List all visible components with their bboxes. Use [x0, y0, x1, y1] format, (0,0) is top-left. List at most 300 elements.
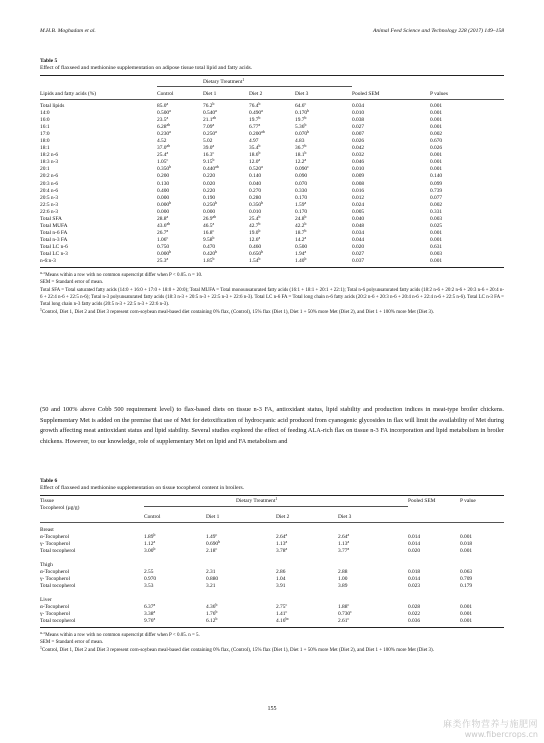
cell-pooled-sem: 0.028 — [408, 604, 421, 610]
cell-diet-2: 2.64$^a$ — [276, 533, 288, 540]
row-label: 20:5 n-3 — [40, 194, 59, 201]
cell-pooled-sem: 0.032 — [352, 152, 365, 159]
cell-pooled-sem: 0.023 — [408, 583, 421, 589]
row-label: Total tocopherol — [40, 618, 76, 624]
row-label: γ- Tocopherol — [40, 541, 70, 547]
table-row — [40, 209, 504, 216]
cell-diet-1: 6.12$^b$ — [206, 617, 218, 624]
table-6-caption: Effect of flaxseed and methionine supplementation on tissue tocopherol content in broilers. — [40, 485, 245, 491]
cell-pooled-sem: 0.016 — [352, 187, 365, 194]
cell-diet-3: 14.2$^a$ — [295, 235, 307, 243]
cell-diet-3: 0.330 — [295, 187, 308, 194]
cell-diet-2: 25.4$^b$ — [249, 214, 261, 222]
table-5-footnote: SEM = Standard error of mean. — [40, 280, 104, 286]
row-label: γ- Tocopherol — [40, 576, 70, 582]
cell-control: 0.000 — [157, 194, 170, 201]
row-label: 16:0 — [40, 117, 50, 124]
cell-diet-1: 0.220 — [203, 187, 216, 194]
cell-diet-1: 1.76$^b$ — [206, 610, 218, 617]
cell-control: 4.52 — [157, 138, 167, 145]
table-row — [40, 244, 504, 251]
cell-diet-2: 3.91 — [276, 583, 286, 589]
cell-control: 37.0$^{ab}$ — [157, 144, 171, 152]
cell-p-value: 0.003 — [430, 250, 443, 257]
table-6-footnote: $^{a-c}$Means within a row with no common superscript differ when P < 0.05. n = 5. — [40, 631, 200, 638]
cell-pooled-sem: 0.014 — [408, 541, 421, 547]
cell-pooled-sem: 0.007 — [352, 131, 365, 138]
row-label: Total MUFA — [40, 222, 68, 229]
col-header-p-values: P values — [430, 91, 448, 97]
cell-p-value: 0.001 — [460, 611, 473, 617]
cell-control: 3.38$^a$ — [144, 610, 156, 617]
cell-p-value: 0.670 — [430, 138, 443, 145]
cell-diet-3: 42.2$^b$ — [295, 221, 307, 229]
table-5-body — [40, 103, 504, 265]
cell-p-value: 0.001 — [430, 117, 443, 124]
cell-control: 9.76$^a$ — [144, 617, 156, 624]
cell-diet-3: 18.7$^b$ — [295, 228, 307, 236]
cell-pooled-sem: 0.014 — [408, 576, 421, 582]
cell-control: 0.500$^a$ — [157, 109, 171, 117]
cell-control: 43.6$^{ab}$ — [157, 221, 171, 229]
row-label: Total tocopherol — [40, 583, 76, 589]
row-label: 20:3 n-6 — [40, 180, 59, 187]
cell-diet-3: 1.59$^a$ — [295, 200, 307, 208]
table-row — [40, 569, 504, 576]
table-6-label: Table 6 — [40, 478, 58, 484]
cell-diet-3: 64.6$^c$ — [295, 102, 307, 109]
section-title: Breast — [40, 527, 54, 533]
cell-diet-1: 0.250$^b$ — [203, 200, 218, 208]
cell-control: 26.7$^a$ — [157, 228, 169, 236]
cell-diet-1: 16.3$^c$ — [203, 151, 215, 159]
cell-diet-2: 0.140 — [249, 173, 262, 180]
running-head-journal: Animal Feed Science and Technology 228 (2017) 149–158 — [372, 28, 504, 34]
table-row — [40, 611, 504, 618]
cell-diet-3: 2.61$^c$ — [338, 617, 350, 624]
cell-diet-1: 46.5$^a$ — [203, 221, 215, 229]
section-header-row — [40, 590, 504, 604]
row-label: α-Tocopherol — [40, 569, 70, 575]
cell-diet-2: 42.7$^b$ — [249, 221, 261, 229]
cell-diet-3: 4.83 — [295, 138, 305, 145]
cell-diet-1: 4.36$^b$ — [206, 603, 218, 610]
table-6-tocopherol-header: Tocopherol (µg/g) — [40, 505, 80, 511]
cell-pooled-sem: 0.014 — [408, 534, 421, 540]
table-6-group-rule — [144, 506, 408, 507]
cell-p-value: 0.631 — [430, 243, 443, 250]
col-header-diet-1: Diet 1 — [203, 91, 217, 97]
cell-diet-2: 76.4$^b$ — [249, 102, 261, 109]
cell-diet-3: 0.170 — [295, 208, 308, 215]
row-label: α-Tocopherol — [40, 604, 70, 610]
cell-diet-3: 0.070$^b$ — [295, 130, 310, 138]
cell-diet-1: 16.8$^c$ — [203, 228, 215, 236]
cell-p-value: 0.739 — [430, 187, 443, 194]
watermark-site-name: 麻类作物营养与施肥网 — [442, 720, 538, 730]
table-row — [40, 534, 504, 541]
cell-diet-2: 19.7$^b$ — [249, 116, 261, 124]
cell-diet-3: 1.13$^a$ — [338, 540, 350, 547]
cell-control: 0.130 — [157, 180, 170, 187]
cell-diet-2: 4.16$^{bc}$ — [276, 617, 290, 624]
cell-p-value: 0.140 — [430, 173, 443, 180]
table-row — [40, 124, 504, 131]
cell-pooled-sem: 0.046 — [352, 159, 365, 166]
cell-diet-3: 0.170$^b$ — [295, 109, 310, 117]
table-6-header-row — [40, 512, 504, 522]
table-6-header-rule — [40, 522, 504, 523]
cell-p-value: 0.063 — [460, 569, 473, 575]
cell-diet-1: 0.000 — [203, 208, 216, 215]
cell-p-value: 0.002 — [430, 131, 443, 138]
row-label: Total n-3 FA — [40, 236, 68, 243]
row-label: γ- Tocopherol — [40, 611, 70, 617]
table-row — [40, 230, 504, 237]
cell-p-value: 0.025 — [430, 222, 443, 229]
col-header-control: Control — [144, 514, 161, 520]
cell-pooled-sem: 0.022 — [408, 611, 421, 617]
table-row — [40, 181, 504, 188]
cell-pooled-sem: 0.027 — [352, 124, 365, 131]
table-5-footnotes — [40, 272, 504, 316]
cell-pooled-sem: 0.037 — [352, 258, 365, 265]
cell-diet-1: 0.220 — [203, 173, 216, 180]
table-row — [40, 223, 504, 230]
cell-diet-3: 19.7$^b$ — [295, 116, 307, 124]
cell-diet-1: 1.85$^b$ — [203, 257, 215, 265]
cell-diet-2: 1.41$^c$ — [276, 610, 288, 617]
watermark-url: www.fibercrops.cn — [464, 730, 538, 739]
running-head-authors: M.H.B. Moghadam et al. — [40, 28, 96, 34]
cell-diet-1: 2.31 — [206, 569, 216, 575]
cell-control: 25.3$^a$ — [157, 257, 169, 265]
cell-diet-1: 0.440$^{ab}$ — [203, 165, 219, 173]
cell-p-value: 0.331 — [430, 208, 443, 215]
table-row — [40, 576, 504, 583]
table-6-bottom-rule — [40, 627, 504, 628]
section-title: Liver — [40, 597, 52, 603]
cell-p-value: 0.709 — [460, 576, 473, 582]
cell-control: 85.0$^a$ — [157, 102, 169, 109]
table-5-label: Table 5 — [40, 58, 58, 64]
cell-diet-2: 12.0$^a$ — [249, 158, 261, 166]
table-row — [40, 166, 504, 173]
cell-diet-2: 0.650$^b$ — [249, 249, 264, 257]
cell-pooled-sem: 0.042 — [352, 145, 365, 152]
cell-pooled-sem: 0.040 — [352, 215, 365, 222]
cell-diet-1: 5.02 — [203, 138, 213, 145]
table-6-footnote: $^1$Control, Diet 1, Diet 2 and Diet 3 represent corn-soybean meal-based diet containing 0% flax, (Control), 15% flax (Diet 1), Diet 1 + 50% more Met (Diet 2), and Diet 1 + 100% more Met (Diet 3). — [40, 645, 434, 653]
row-label: 22:5 n-3 — [40, 201, 59, 208]
table-5-caption: Effect of flaxseed and methionine supplementation on adipose tissue total lipid and fatty acids. — [40, 65, 253, 71]
cell-diet-3: 0.090$^c$ — [295, 165, 309, 173]
cell-p-value: 0.077 — [430, 194, 443, 201]
cell-control: 2.55 — [144, 569, 154, 575]
cell-p-value: 0.001 — [430, 166, 443, 173]
table-row — [40, 159, 504, 166]
table-row — [40, 188, 504, 195]
cell-p-value: 0.001 — [430, 236, 443, 243]
cell-diet-1: 76.2$^b$ — [203, 102, 215, 109]
table-row — [40, 216, 504, 223]
table-row — [40, 117, 504, 124]
table-5 — [40, 58, 504, 316]
cell-diet-3: 3.77$^a$ — [338, 547, 350, 554]
cell-diet-1: 0.020 — [203, 180, 216, 187]
body-paragraph: (50 and 100% above Cobb 500 requirement level) to flax-based diets on tissue n-3 FA, antioxidant status, lipid stability and production indices in meat-type broiler chickens. Supplementary Met is added on the premise that use of Met for detoxification of hydrocyanic acid produced from cyanogenic glycosides in flax will limit the availability of Met during growth affecting meat antioxidant status and lipid stability. Several studies explored the effect of feeding ALA-rich flax on tissue n-3 FA incorporation and lipid metabolism in broiler chickens. However, to our knowledge, role of supplementary Met on lipid and FA metabolism and — [40, 406, 504, 445]
table-5-grid: Dietary Treatment$^1$ Lipids and fatty acids (%) Control Diet 1 Diet 2 Diet 3 Pooled SEM P values Total lipids 85.0$^a$ 76.2$^b$ 76.4$^b$ 64.6$^c$ 0.034 0.001 14:0 0.500$^a$ 0.540$^a$ 0.490$^a$ 0.170$^b$ 0.010 0.001 16:0 23.5$^a$ 21.1$^{ab}$ 19.7$^b$ 19.7$^b$ 0.038 0.001 16:1 6.28$^{ab}$ 7.09$^a$ 6.77$^a$ 5.36$^b$ 0.027 0.001 17:0 0.230$^a$ 0.250$^a$ 0.200$^{ab}$ 0.070$^b$ 0.007 0.002 18:0 4.52 5.02 4.97 4.83 0.026 0.670 18:1 37.0$^{ab}$ 39.0$^a$ 35.4$^b$ 36.7$^b$ 0.042 0.026 18:2 n-6 25.4$^a$ 16.3$^c$ 18.6$^b$ 18.1$^b$ 0.032 0.001 18:3 n-3 1.05$^c$ 9.15$^b$ 12.0$^a$ 12.2$^a$ 0.046 0.001 20:1 0.350$^b$ 0.440$^{ab}$ 0.520$^a$ 0.090$^c$ 0.010 0.001 20:2 n-6 0.200 0.220 0.140 0.090 0.009 0.140 20:3 n-6 0.130 0.020 0.040 0.070 0.008 0.099 20:4 n-6 0.400 0.220 0.270 0.330 0.016 0.739 20:5 n-3 0.000 0.190 0.280 0.170 0.012 0.077 22:5 n-3 0.000$^b$ 0.250$^b$ 0.350$^b$ 1.59$^a$ 0.024 0.002 22:6 n-3 0.000 0.000 0.010 0.170 0.005 0.331 Total SFA 28.8$^a$ 26.9$^{ab}$ 25.4$^b$ 24.8$^b$ 0.040 0.003 Total MUFA 43.6$^{ab}$ 46.5$^a$ 42.7$^b$ 42.2$^b$ 0.048 0.025 Total n-6 FA 26.7$^a$ 16.8$^c$ 19.0$^b$ 18.7$^b$ 0.034 0.001 Total n-3 FA 1.06$^c$ 9.58$^b$ 12.6$^a$ 14.2$^a$ 0.044 0.001 Total LC n-6 0.750 0.470 0.460 0.500 0.020 0.631 Total LC n-3 0.000$^b$ 0.420$^b$ 0.650$^b$ 1.94$^a$ 0.027 0.003 n-6:n-3 25.3$^a$ 1.85$^b$ 1.54$^b$ 1.40$^b$ 0.037 0.001 — [40, 76, 504, 265]
cell-pooled-sem: 0.010 — [352, 166, 365, 173]
cell-diet-3: 24.8$^b$ — [295, 214, 307, 222]
table-row — [40, 173, 504, 180]
table-5-row-header: Lipids and fatty acids (%) — [40, 91, 96, 97]
section-header-row — [40, 555, 504, 569]
cell-diet-2: 6.77$^a$ — [249, 123, 261, 131]
row-label: 17:0 — [40, 131, 50, 138]
journal-page — [40, 0, 504, 743]
cell-pooled-sem: 0.026 — [352, 138, 365, 145]
cell-pooled-sem: 0.020 — [408, 548, 421, 554]
row-label: 18:3 n-3 — [40, 159, 59, 166]
cell-diet-1: 0.540$^a$ — [203, 109, 217, 117]
col-header-pooled-sem: Pooled SEM — [408, 498, 436, 504]
table-row — [40, 138, 504, 145]
row-label: 22:6 n-3 — [40, 208, 59, 215]
row-label: 20:1 — [40, 166, 50, 173]
cell-diet-1: 39.0$^a$ — [203, 144, 215, 152]
cell-control: 3.53 — [144, 583, 154, 589]
table-row — [40, 618, 504, 625]
table-5-header-row — [40, 87, 504, 99]
cell-diet-1: 1.49$^c$ — [206, 533, 218, 540]
cell-p-value: 0.001 — [430, 229, 443, 236]
table-5-footnote: $^1$Control, Diet 1, Diet 2 and Diet 3 represent corn-soybean meal-based diet containing 0% flax, (Control), 15% flax (Diet 1), Diet 1 + 50% more Met (Diet 2), and Diet 1 + 100% more Met (Diet 3). — [40, 307, 434, 315]
table-row — [40, 604, 504, 611]
table-row — [40, 251, 504, 258]
table-row — [40, 548, 504, 555]
cell-diet-1: 0.690$^b$ — [206, 540, 221, 547]
cell-pooled-sem: 0.005 — [352, 208, 365, 215]
cell-diet-2: 19.0$^b$ — [249, 228, 261, 236]
cell-diet-3: 0.070 — [295, 180, 308, 187]
table-row — [40, 541, 504, 548]
cell-diet-2: 1.04 — [276, 576, 286, 582]
cell-control: 3.00$^b$ — [144, 547, 156, 554]
table-6-footnote: SEM = Standard error of mean. — [40, 640, 104, 646]
row-label: Total tocopherol — [40, 548, 76, 554]
cell-control: 6.37$^a$ — [144, 603, 156, 610]
row-label: n-6:n-3 — [40, 258, 56, 265]
cell-control: 0.400 — [157, 187, 170, 194]
cell-diet-2: 0.520$^a$ — [249, 165, 263, 173]
cell-p-value: 0.001 — [460, 604, 473, 610]
table-row — [40, 152, 504, 159]
cell-diet-2: 0.280 — [249, 194, 262, 201]
cell-diet-2: 0.350$^b$ — [249, 200, 264, 208]
cell-diet-2: 2.86 — [276, 569, 286, 575]
cell-p-value: 0.001 — [430, 258, 443, 265]
cell-control: 0.000 — [157, 208, 170, 215]
table-6-tissue-header: Tissue — [40, 498, 54, 504]
cell-diet-1: 0.880 — [206, 576, 219, 582]
cell-diet-1: 7.09$^a$ — [203, 123, 215, 131]
cell-control: 0.750 — [157, 243, 170, 250]
cell-control: 1.12$^a$ — [144, 540, 156, 547]
table-row — [40, 258, 504, 265]
table-6-group-header: Dietary Treatment — [236, 498, 276, 504]
cell-p-value: 0.001 — [430, 152, 443, 159]
col-header-diet-1: Diet 1 — [206, 514, 220, 520]
cell-control: 0.970 — [144, 576, 157, 582]
cell-diet-2: 2.75$^c$ — [276, 603, 288, 610]
table-6-grid: Tissue Dietary Treatment$^1$ Pooled SEM P value Tocopherol (µg/g) Control Diet 1 Diet 2 Diet 3 Breast α-Tocopherol 1.89$^b$ 1.49$^c$ 2.64$^a$ 2.64$^a$ 0.014 0.001 γ- Tocopherol 1.12$^a$ 0.690$^b$ 1.13$^a$ 1.13$^a$ 0.014 0.018 Total tocopherol 3.00$^b$ 2.18$^c$ 3.78$^a$ 3.77$^a$ 0.020 0.001 Thigh α-Tocopherol 2.55 2.31 2.86 2.88 0.018 0.063 γ- Tocopherol 0.970 0.880 1.04 1.00 0.014 0.709 Total tocopherol 3.53 3.21 3.91 3.89 0.023 0.179 Liver α-Tocopherol 6.37$^a$ 4.36$^b$ 2.75$^c$ 1.88$^c$ 0.028 0.001 γ- Tocopherol 3.38$^a$ 1.76$^b$ 1.41$^c$ 0.730$^c$ 0.022 0.001 Total tocopherol 9.76$^a$ 6.12$^b$ 4.16$^{bc}$ 2.61$^c$ 0.036 0.001 — [40, 496, 504, 625]
table-5-footnote: Total SFA = Total saturated fatty acids (14:0 + 16:0 + 17:0 + 18:0 + 20:0); Total MUFA = Total monounsaturated fatty acids (16:1 + 18:1 + 20:1 + 22:1); Total n-6 polyunsaturated fatty acids (18:2 n-6 + 20:2 n-6 + 20:3 n-6 + 20:4 n-6 + 22:4 n-6 + 22:5 n-6); Total n-3 polyunsaturated fatty acids (18:3 n-3 + 20:5 n-3 + 22:5 n-3 + 22:6 n-3). Total LC n-6 FA = Total long chain n-6 fatty acids (20:2 n-6 + 20:3 n-6 + 20:4 n-6 + 22:4 n-6 + 22:5 n-6). Total LC n-3 FA = Total long chain n-3 fatty acids (20:5 n-3 + 22:5 n-3 + 22:6 n-3). — [40, 287, 504, 308]
col-header-diet-2: Diet 2 — [249, 91, 263, 97]
table-row — [40, 103, 504, 110]
table-5-footnote: $^{a-c}$Means within a row with no common superscript differ when P < 0.05. n = 10. — [40, 271, 203, 279]
cell-diet-2: 0.010 — [249, 208, 262, 215]
section-title: Thigh — [40, 562, 53, 568]
cell-diet-2: 0.270 — [249, 187, 262, 194]
col-header-p-value: P value — [460, 498, 476, 504]
cell-p-value: 0.001 — [460, 618, 473, 624]
cell-diet-1: 2.18$^c$ — [206, 547, 218, 554]
row-label: 18:1 — [40, 145, 50, 152]
table-6-body — [40, 527, 504, 625]
cell-diet-2: 4.97 — [249, 138, 259, 145]
cell-diet-3: 1.40$^b$ — [295, 257, 307, 265]
cell-diet-2: 3.78$^a$ — [276, 547, 288, 554]
cell-pooled-sem: 0.048 — [352, 222, 365, 229]
cell-diet-2: 0.200$^{ab}$ — [249, 130, 265, 138]
cell-diet-3: 0.500 — [295, 243, 308, 250]
table-5-bottom-rule — [40, 267, 504, 268]
row-label: 14:0 — [40, 110, 50, 117]
row-label: Total SFA — [40, 215, 62, 222]
row-label: 20:4 n-6 — [40, 187, 59, 194]
col-header-diet-3: Diet 3 — [295, 91, 309, 97]
cell-diet-1: 3.21 — [206, 583, 216, 589]
watermark — [443, 717, 538, 739]
cell-control: 1.89$^b$ — [144, 533, 156, 540]
cell-pooled-sem: 0.038 — [352, 117, 365, 124]
cell-diet-1: 9.15$^b$ — [203, 158, 215, 166]
cell-p-value: 0.001 — [430, 159, 443, 166]
cell-diet-3: 1.94$^a$ — [295, 249, 307, 257]
table-row — [40, 583, 504, 590]
cell-diet-3: 1.88$^c$ — [338, 603, 350, 610]
cell-diet-1: 26.9$^{ab}$ — [203, 214, 217, 222]
cell-p-value: 0.002 — [430, 201, 443, 208]
cell-diet-3: 0.730$^c$ — [338, 610, 352, 617]
cell-diet-3: 2.88 — [338, 569, 348, 575]
cell-pooled-sem: 0.034 — [352, 103, 365, 109]
cell-diet-3: 18.1$^b$ — [295, 151, 307, 159]
table-row — [40, 202, 504, 209]
cell-p-value: 0.001 — [460, 548, 473, 554]
cell-diet-1: 0.190 — [203, 194, 216, 201]
cell-control: 0.350$^b$ — [157, 165, 172, 173]
cell-p-value: 0.001 — [430, 103, 443, 109]
cell-pooled-sem: 0.018 — [408, 569, 421, 575]
row-label: Total lipids — [40, 103, 65, 109]
row-label: 20:2 n-6 — [40, 173, 59, 180]
table-row — [40, 145, 504, 152]
col-header-diet-2: Diet 2 — [276, 514, 290, 520]
cell-diet-2: 35.4$^b$ — [249, 144, 261, 152]
table-6 — [40, 478, 504, 654]
page-number: 155 — [267, 706, 277, 712]
cell-pooled-sem: 0.008 — [352, 180, 365, 187]
cell-diet-2: 1.54$^b$ — [249, 257, 261, 265]
table-row — [40, 195, 504, 202]
table-row — [40, 131, 504, 138]
cell-diet-2: 1.13$^a$ — [276, 540, 288, 547]
cell-diet-3: 3.89 — [338, 583, 348, 589]
row-label: 16:1 — [40, 124, 50, 131]
cell-pooled-sem: 0.024 — [352, 201, 365, 208]
cell-p-value: 0.179 — [460, 583, 473, 589]
cell-pooled-sem: 0.044 — [352, 236, 365, 243]
cell-diet-1: 21.1$^{ab}$ — [203, 116, 217, 124]
cell-diet-2: 12.6$^a$ — [249, 235, 261, 243]
row-label: α-Tocopherol — [40, 534, 70, 540]
cell-diet-3: 12.2$^a$ — [295, 158, 307, 166]
table-row — [40, 110, 504, 117]
table-row — [40, 237, 504, 244]
cell-diet-3: 0.170 — [295, 194, 308, 201]
cell-control: 0.000$^b$ — [157, 249, 172, 257]
cell-control: 25.4$^a$ — [157, 151, 169, 159]
col-header-pooled-sem: Pooled SEM — [352, 91, 380, 97]
cell-pooled-sem: 0.010 — [352, 110, 365, 117]
cell-pooled-sem: 0.020 — [352, 243, 365, 250]
cell-pooled-sem: 0.034 — [352, 229, 365, 236]
cell-pooled-sem: 0.012 — [352, 194, 365, 201]
cell-pooled-sem: 0.027 — [352, 250, 365, 257]
cell-diet-2: 18.6$^b$ — [249, 151, 261, 159]
col-header-control: Control — [157, 91, 174, 97]
row-label: Total LC n-6 — [40, 243, 68, 250]
cell-diet-1: 0.250$^a$ — [203, 130, 217, 138]
cell-diet-3: 0.090 — [295, 173, 308, 180]
row-label: Total LC n-3 — [40, 250, 68, 257]
cell-diet-2: 0.490$^a$ — [249, 109, 263, 117]
table-6-footnotes — [40, 632, 504, 654]
cell-control: 23.5$^a$ — [157, 116, 169, 124]
cell-control: 1.05$^c$ — [157, 158, 169, 166]
row-label: Total n-6 FA — [40, 229, 68, 236]
cell-p-value: 0.001 — [430, 124, 443, 131]
col-header-diet-3: Diet 3 — [338, 514, 352, 520]
table-5-group-header: Dietary Treatment — [203, 79, 243, 85]
cell-pooled-sem: 0.009 — [352, 173, 365, 180]
cell-p-value: 0.003 — [430, 215, 443, 222]
cell-pooled-sem: 0.036 — [408, 618, 421, 624]
cell-p-value: 0.001 — [430, 110, 443, 117]
cell-control: 1.06$^c$ — [157, 235, 169, 243]
cell-diet-3: 36.7$^b$ — [295, 144, 307, 152]
cell-p-value: 0.001 — [460, 534, 473, 540]
cell-diet-3: 2.64$^a$ — [338, 533, 350, 540]
cell-diet-1: 9.58$^b$ — [203, 235, 215, 243]
cell-control: 0.230$^a$ — [157, 130, 171, 138]
cell-diet-1: 0.470 — [203, 243, 216, 250]
cell-diet-3: 1.00 — [338, 576, 348, 582]
cell-diet-3: 5.36$^b$ — [295, 123, 307, 131]
section-header-row — [40, 527, 504, 534]
